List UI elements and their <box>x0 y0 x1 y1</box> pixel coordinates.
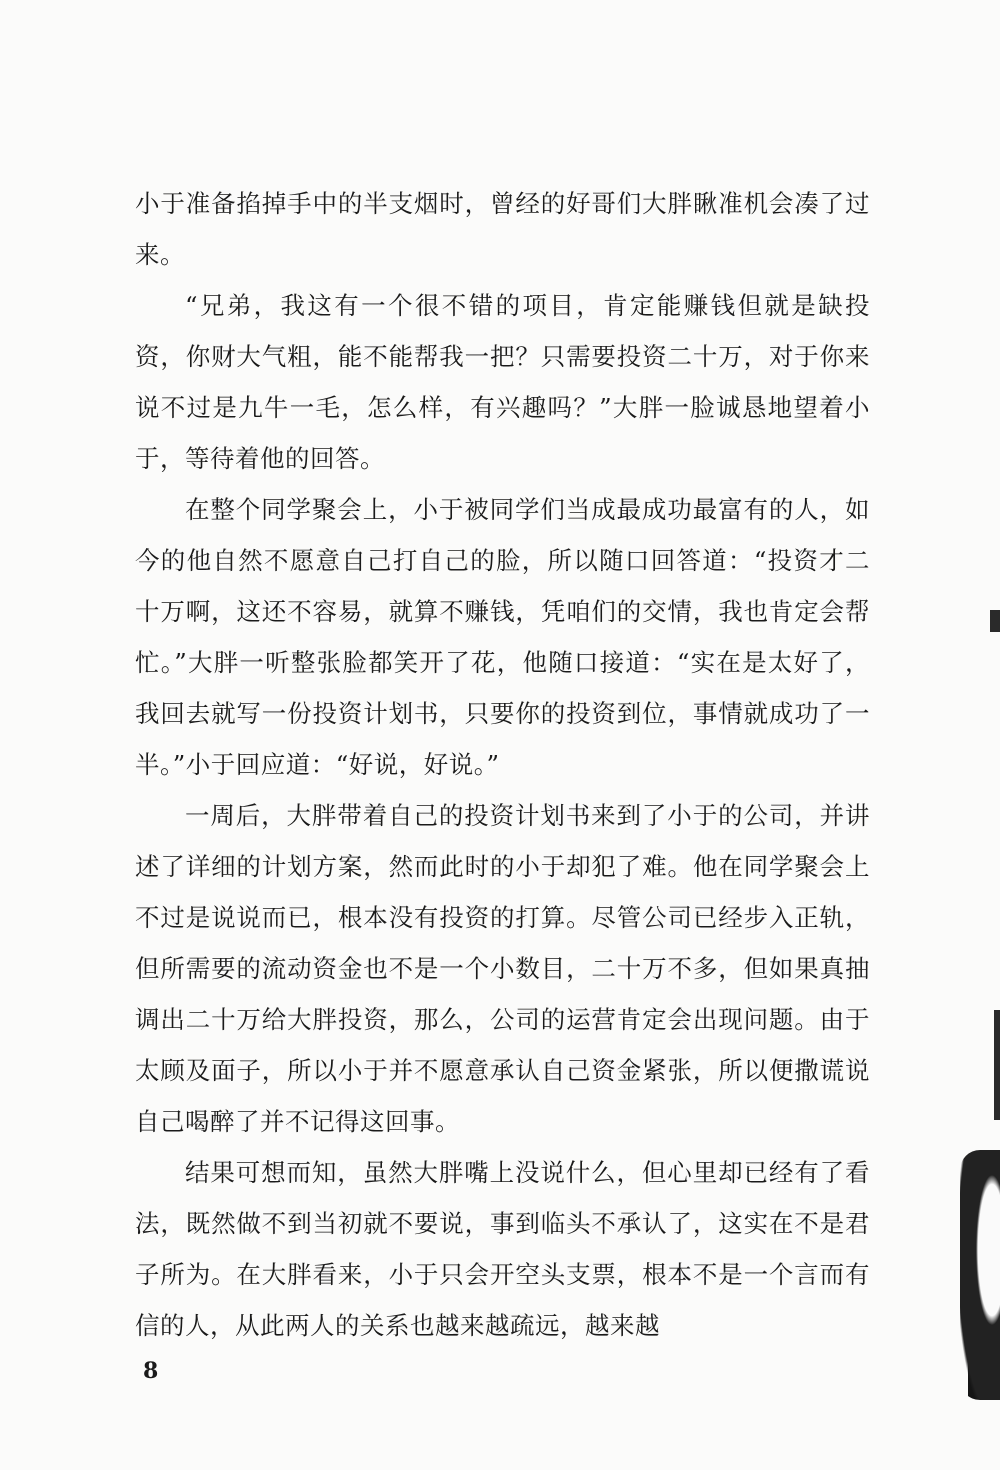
paragraph-3: 在整个同学聚会上，小于被同学们当成最成功最富有的人，如今的他自然不愿意自己打自己的脸，所以随口回答道：“投资才二十万啊，这还不容易，就算不赚钱，凭咱们的交情，我也肯定会帮忙。”大胖一听整张脸都笑开了花，他随口接道：“实在是太好了，我回去就写一份投资计划书，只要你的投资到位，事情就成功了一半。”小于回应道：“好说，好说。” <box>135 495 870 779</box>
paragraph-4: 一周后，大胖带着自己的投资计划书来到了小于的公司，并讲述了详细的计划方案，然而此时的小于却犯了难。他在同学聚会上不过是说说而已，根本没有投资的打算。尽管公司已经步入正轨，但所需要的流动资金也不是一个小数目，二十万不多，但如果真抽调出二十万给大胖投资，那么，公司的运营肯定会出现问题。由于太顾及面子，所以小于并不愿意承认自己资金紧张，所以便撒谎说自己喝醉了并不记得这回事。 <box>135 801 870 1136</box>
scan-edge-mark-2 <box>994 1010 1000 1120</box>
scan-edge-mark-1 <box>990 610 1000 632</box>
scan-edge-blot <box>960 1150 1000 1400</box>
paragraph-5: 结果可想而知，虽然大胖嘴上没说什么，但心里却已经有了看法，既然做不到当初就不要说，事到临头不承认了，这实在不是君子所为。在大胖看来，小于只会开空头支票，根本不是一个言而有信的人，从此两人的关系也越来越疏远，越来越 <box>135 1158 870 1340</box>
paragraph-1: 小于准备掐掉手中的半支烟时，曾经的好哥们大胖瞅准机会凑了过来。 <box>135 189 870 269</box>
paragraph-2: “兄弟，我这有一个很不错的项目，肯定能赚钱但就是缺投资，你财大气粗，能不能帮我一把？只需要投资二十万，对于你来说不过是九牛一毛，怎么样，有兴趣吗？”大胖一脸诚恳地望着小于，等待着他的回答。 <box>135 291 870 473</box>
page-number: 8 <box>143 1358 159 1384</box>
body-text <box>135 178 870 1351</box>
